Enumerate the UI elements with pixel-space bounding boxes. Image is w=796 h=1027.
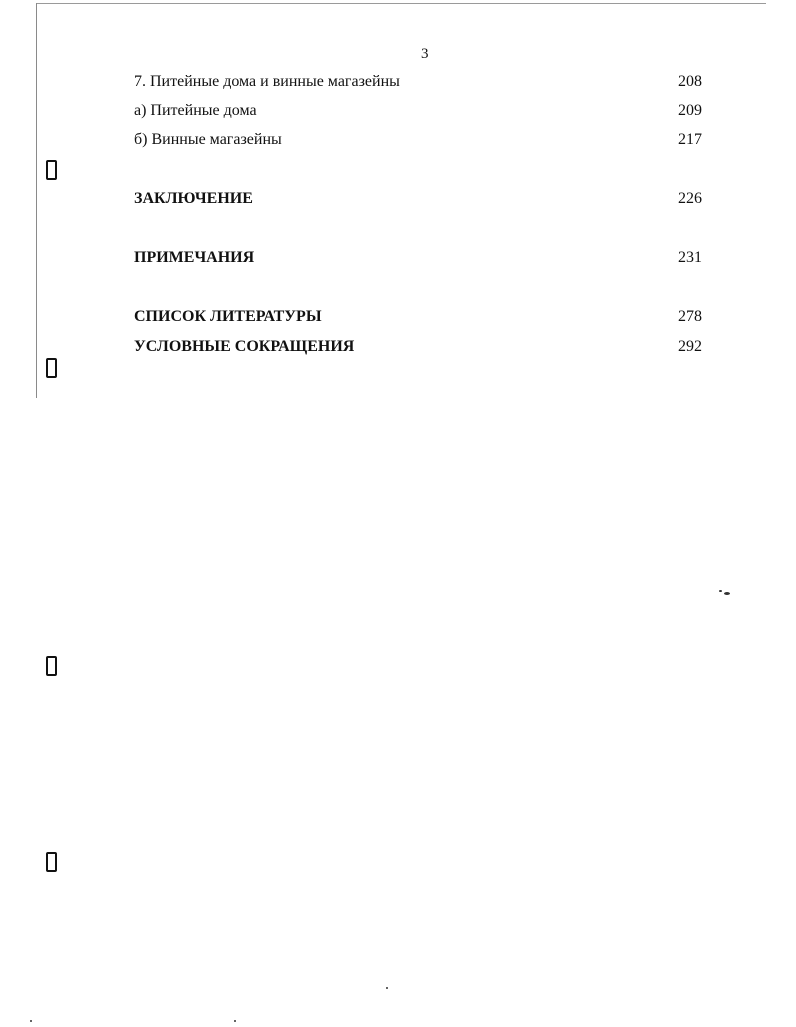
toc-entry-page: 208 (678, 73, 702, 90)
toc-entry-title: ПРИМЕЧАНИЯ (134, 249, 255, 266)
scan-speck (386, 987, 388, 989)
toc-entry-page: 226 (678, 190, 702, 207)
toc-entry-title: СПИСОК ЛИТЕРАТУРЫ (134, 308, 322, 325)
scan-speck (719, 590, 722, 592)
scan-speck (724, 592, 730, 595)
scan-edge-top (36, 3, 766, 4)
scan-edge-left (36, 3, 37, 398)
toc-entry (134, 249, 702, 271)
toc-entry (134, 190, 702, 212)
toc-entry-title: 7. Питейные дома и винные магазейны (134, 73, 400, 90)
binder-hole-icon (46, 358, 57, 378)
scan-speck (30, 1020, 32, 1022)
toc-entry-page: 217 (678, 131, 702, 148)
binder-hole-icon (46, 852, 57, 872)
toc-entry-title: ЗАКЛЮЧЕНИЕ (134, 190, 253, 207)
toc-entry-page: 292 (678, 338, 702, 355)
toc-entry (134, 308, 702, 330)
toc-entry (134, 131, 702, 153)
toc-entry-title: УСЛОВНЫЕ СОКРАЩЕНИЯ (134, 338, 355, 355)
binder-hole-icon (46, 160, 57, 180)
toc-entry-page: 231 (678, 249, 702, 266)
toc-entry (134, 338, 702, 360)
toc-entry-title: б) Винные магазейны (134, 131, 282, 148)
toc-entry (134, 73, 702, 95)
page-number: 3 (421, 46, 429, 62)
toc-entry (134, 102, 702, 124)
toc-entry-page: 209 (678, 102, 702, 119)
binder-hole-icon (46, 656, 57, 676)
scan-speck (234, 1020, 236, 1022)
toc-entry-title: а) Питейные дома (134, 102, 257, 119)
toc-entry-page: 278 (678, 308, 702, 325)
